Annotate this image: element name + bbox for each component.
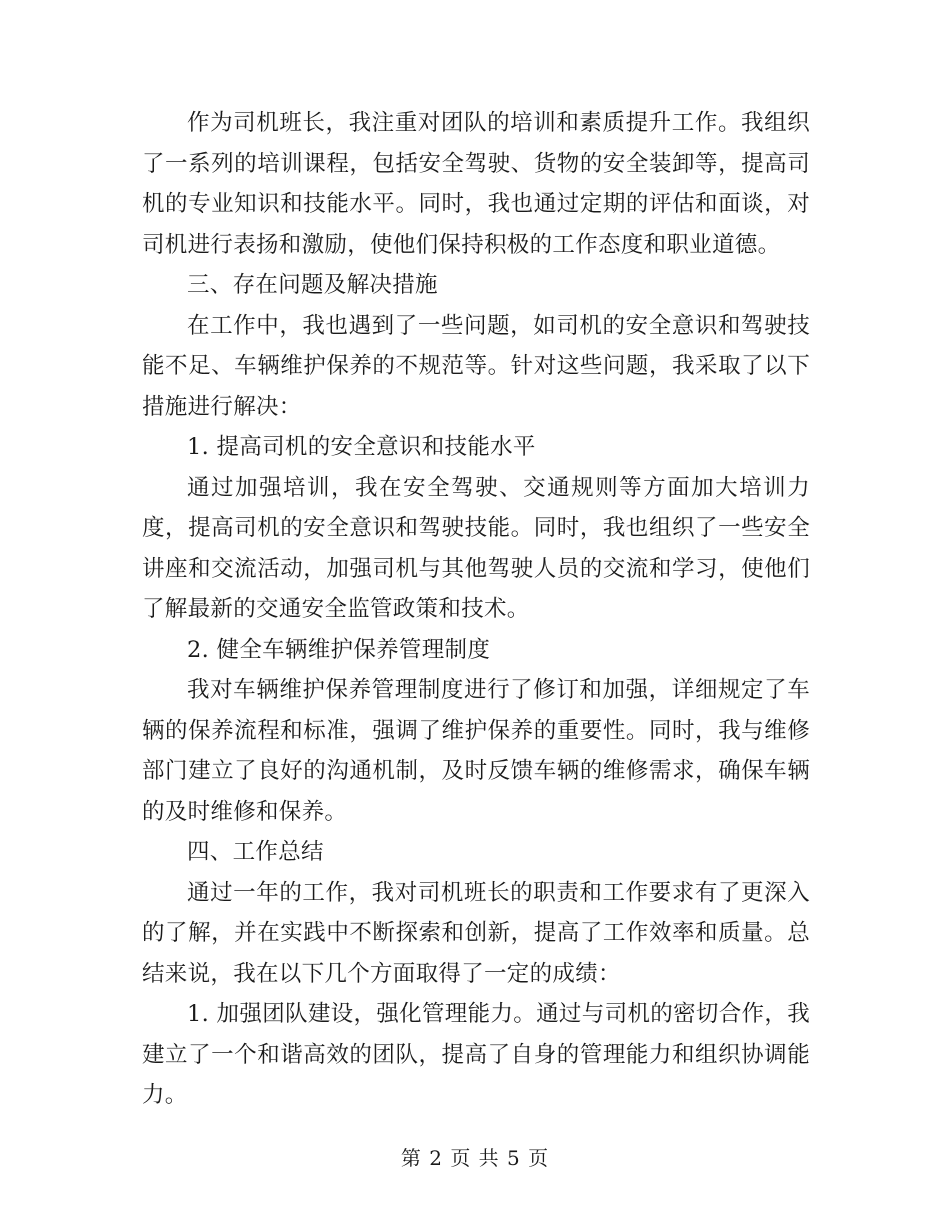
document-body [142, 103, 810, 1116]
page-number: 第 2 页 共 5 页 [400, 1146, 550, 1170]
paragraph-maintenance: 我对车辆维护保养管理制度进行了修订和加强，详细规定了车辆的保养流程和标准，强调了维护保养的重要性。同时，我与维修部门建立了良好的沟通机制，及时反馈车辆的维修需求，确保车辆的及时维修和保养。 [142, 677, 810, 825]
paragraph-training: 作为司机班长，我注重对团队的培训和素质提升工作。我组织了一系列的培训课程，包括安全驾驶、货物的安全装卸等，提高司机的专业知识和技能水平。同时，我也通过定期的评估和面谈，对司机进行表扬和激励，使他们保持积极的工作态度和职业道德。 [142, 110, 810, 258]
section-heading-problems: 三、存在问题及解决措施 [187, 272, 438, 298]
list-item-heading-maintenance: 2. 健全车辆维护保养管理制度 [187, 636, 491, 663]
section-heading-summary: 四、工作总结 [187, 839, 324, 865]
list-item-heading-safety: 1. 提高司机的安全意识和技能水平 [187, 434, 536, 460]
paragraph-problems: 在工作中，我也遇到了一些问题，如司机的安全意识和驾驶技能不足、车辆维护保养的不规范等。针对这些问题，我采取了以下措施进行解决： [142, 312, 810, 420]
list-item-team-building: 1. 加强团队建设，强化管理能力。通过与司机的密切合作，我建立了一个和谐高效的团队，提高了自身的管理能力和组织协调能力。 [142, 1001, 810, 1108]
paragraph-summary: 通过一年的工作，我对司机班长的职责和工作要求有了更深入的了解，并在实践中不断探索和创新，提高了工作效率和质量。总结来说，我在以下几个方面取得了一定的成绩： [142, 879, 810, 987]
paragraph-safety: 通过加强培训，我在安全驾驶、交通规则等方面加大培训力度，提高司机的安全意识和驾驶技能。同时，我也组织了一些安全讲座和交流活动，加强司机与其他驾驶人员的交流和学习，使他们了解最新的交通安全监管政策和技术。 [142, 474, 810, 622]
